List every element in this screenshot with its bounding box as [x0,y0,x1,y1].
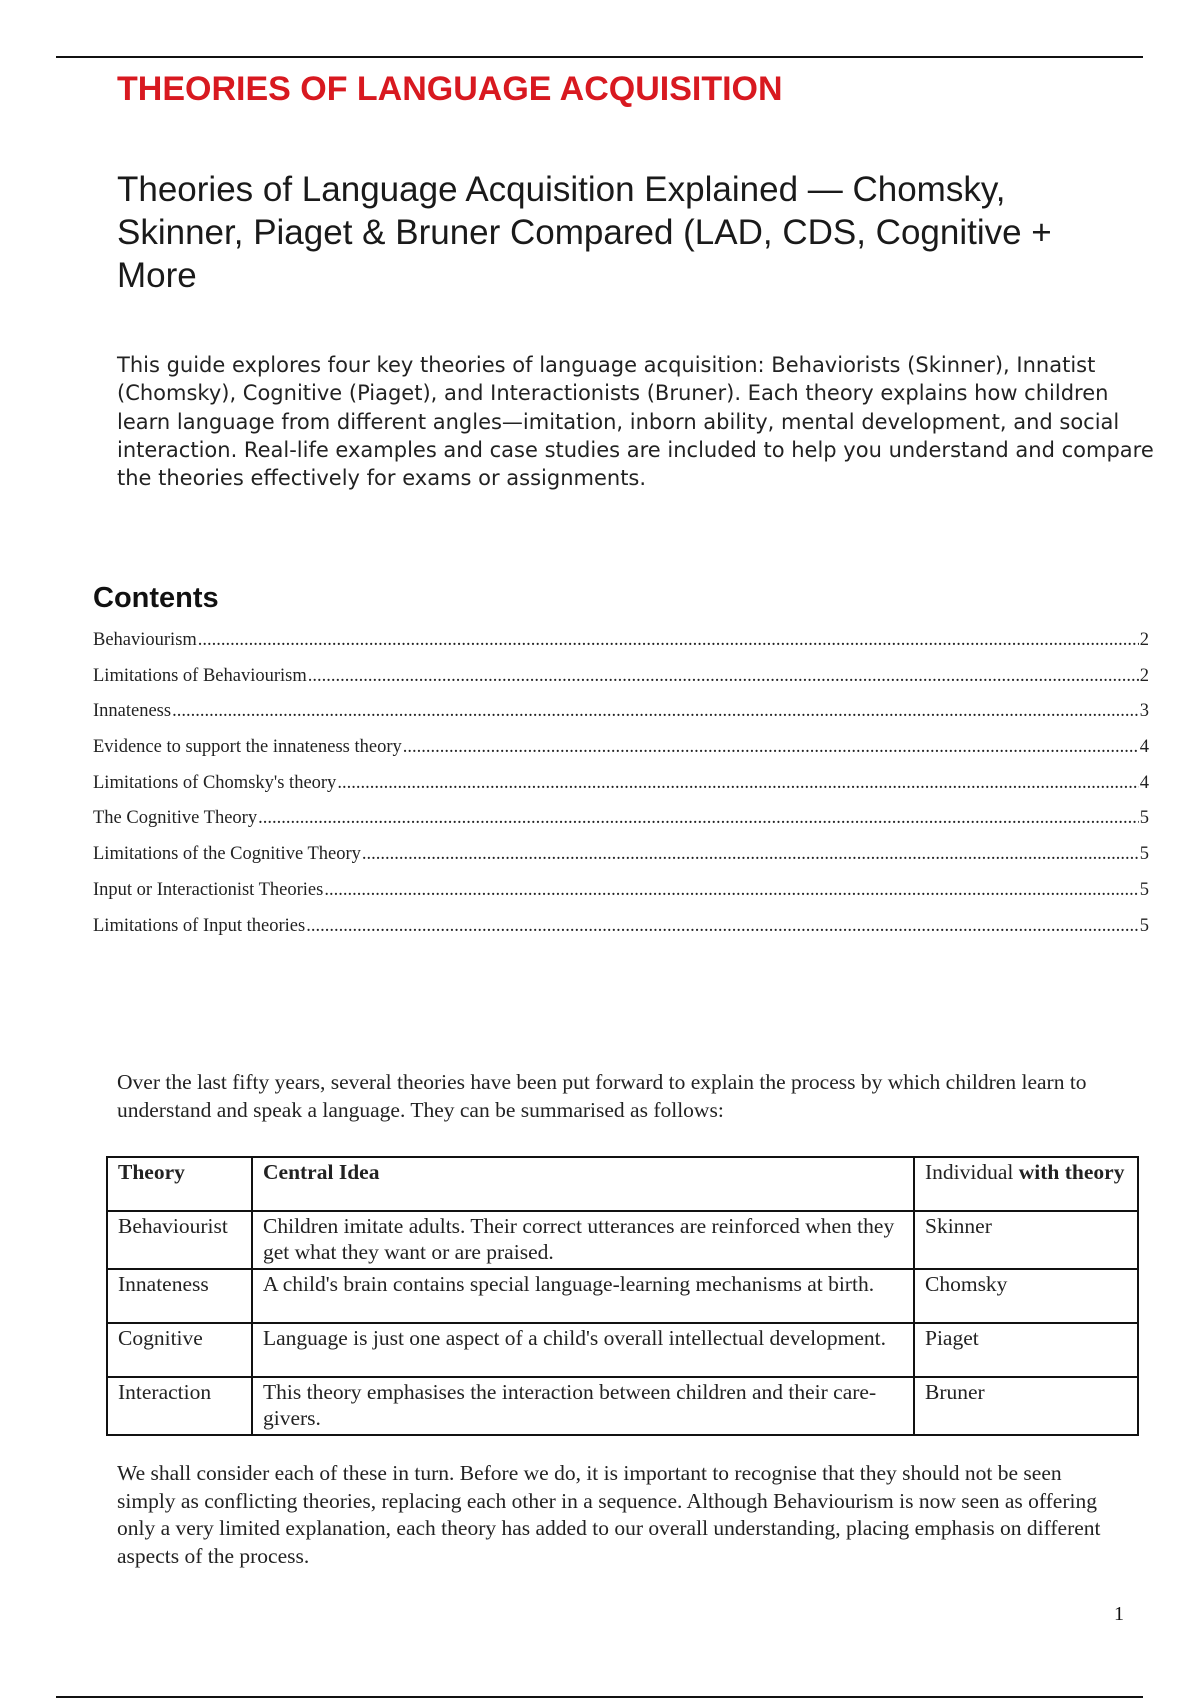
toc-entry[interactable] [93,916,1149,952]
document-title: THEORIES OF LANGUAGE ACQUISITION [117,70,783,108]
toc-entry-label: The Cognitive Theory [93,808,258,829]
toc-entry-page: 4 [1139,772,1149,793]
cell-central-idea: This theory emphasises the interaction between children and their care-givers. [252,1377,914,1435]
toc-entry-label: Evidence to support the innateness theory [93,737,402,758]
toc-leader-dots [403,737,1139,758]
toc-entry[interactable] [93,773,1149,809]
header-individual [914,1157,1138,1211]
cell-individual: Skinner [914,1211,1138,1269]
toc-leader-dots [172,701,1139,722]
toc-entry-page: 5 [1139,879,1149,900]
table-of-contents [93,630,1149,951]
cell-central-idea: A child's brain contains special language-learning mechanisms at birth. [252,1269,914,1323]
intro-paragraph: This guide explores four key theories of language acquisition: Behaviorists (Skinner), Innatist (Chomsky), Cognitive (Piaget), and Interactionists (Bruner). Each theory explains how children learn language from different angles—imitation, inborn ability, mental development, and social interaction. Real-life examples and case studies are included to help you understand and compare the theories effectively for exams or assignments. [117,353,1154,491]
toc-entry-label: Limitations of the Cognitive Theory [93,844,361,865]
cell-theory: Behaviourist [107,1211,252,1269]
toc-entry[interactable] [93,808,1149,844]
table-row [107,1377,1138,1435]
toc-entry-label: Limitations of Input theories [93,915,306,936]
toc-entry-page: 4 [1139,737,1149,758]
toc-entry-page: 5 [1139,808,1149,829]
footer-rule [56,1696,1143,1698]
toc-entry-page: 2 [1139,630,1149,650]
closing-paragraph: We shall consider each of these in turn. Before we do, it is important to recognise that they should not be seen simply as conflicting theories, replacing each other in a sequence. Although Behaviourism is now seen as offering only a very limited explanation, each theory has added to our overall understanding, placing emphasis on different aspects of the process. [117,1461,1101,1568]
table-row [107,1269,1138,1323]
toc-leader-dots [198,630,1139,651]
header-individual-label: Individual [925,1160,1014,1184]
toc-entry-page: 2 [1139,665,1149,686]
cell-central-idea: Language is just one aspect of a child's overall intellectual development. [252,1323,914,1377]
toc-entry-label: Innateness [93,701,172,722]
toc-entry-page: 5 [1139,844,1149,865]
toc-leader-dots [308,666,1139,687]
toc-leader-dots [324,880,1138,901]
header-with-theory-label: with theory [1018,1160,1125,1184]
table-header-row [107,1157,1138,1211]
toc-entry-label: Limitations of Behaviourism [93,665,307,686]
toc-entry[interactable] [93,701,1149,737]
header-theory: Theory [107,1157,252,1211]
toc-entry[interactable] [93,630,1149,666]
theories-table [106,1156,1139,1436]
table-row [107,1323,1138,1377]
document-subtitle: Theories of Language Acquisition Explained — Chomsky, Skinner, Piaget & Bruner Compared (LAD, CDS, Cognitive + More [117,170,1052,295]
toc-entry-label: Input or Interactionist Theories [93,879,324,900]
toc-entry[interactable] [93,844,1149,880]
toc-entry-page: 5 [1139,915,1149,936]
toc-entry-page: 3 [1139,701,1149,722]
cell-individual: Chomsky [914,1269,1138,1323]
intro-summary-paragraph: Over the last fifty years, several theories have been put forward to explain the process by which children learn to understand and speak a language. They can be summarised as follows: [117,1070,1087,1122]
header-central-idea: Central Idea [252,1157,914,1211]
toc-entry[interactable] [93,880,1149,916]
toc-leader-dots [306,916,1139,937]
table-row [107,1211,1138,1269]
cell-theory: Cognitive [107,1323,252,1377]
cell-central-idea: Children imitate adults. Their correct utterances are reinforced when they get what they want or are praised. [252,1211,914,1269]
cell-theory: Innateness [107,1269,252,1323]
cell-individual: Bruner [914,1377,1138,1435]
toc-entry[interactable] [93,737,1149,773]
header-rule [56,56,1143,58]
toc-entry-label: Behaviourism [93,630,197,650]
cell-theory: Interaction [107,1377,252,1435]
toc-leader-dots [362,844,1139,865]
toc-leader-dots [258,808,1139,829]
toc-leader-dots [337,773,1138,794]
toc-entry-label: Limitations of Chomsky's theory [93,772,337,793]
toc-entry[interactable] [93,666,1149,702]
page-number: 1 [1114,1603,1124,1625]
contents-heading: Contents [93,582,219,614]
cell-individual: Piaget [914,1323,1138,1377]
